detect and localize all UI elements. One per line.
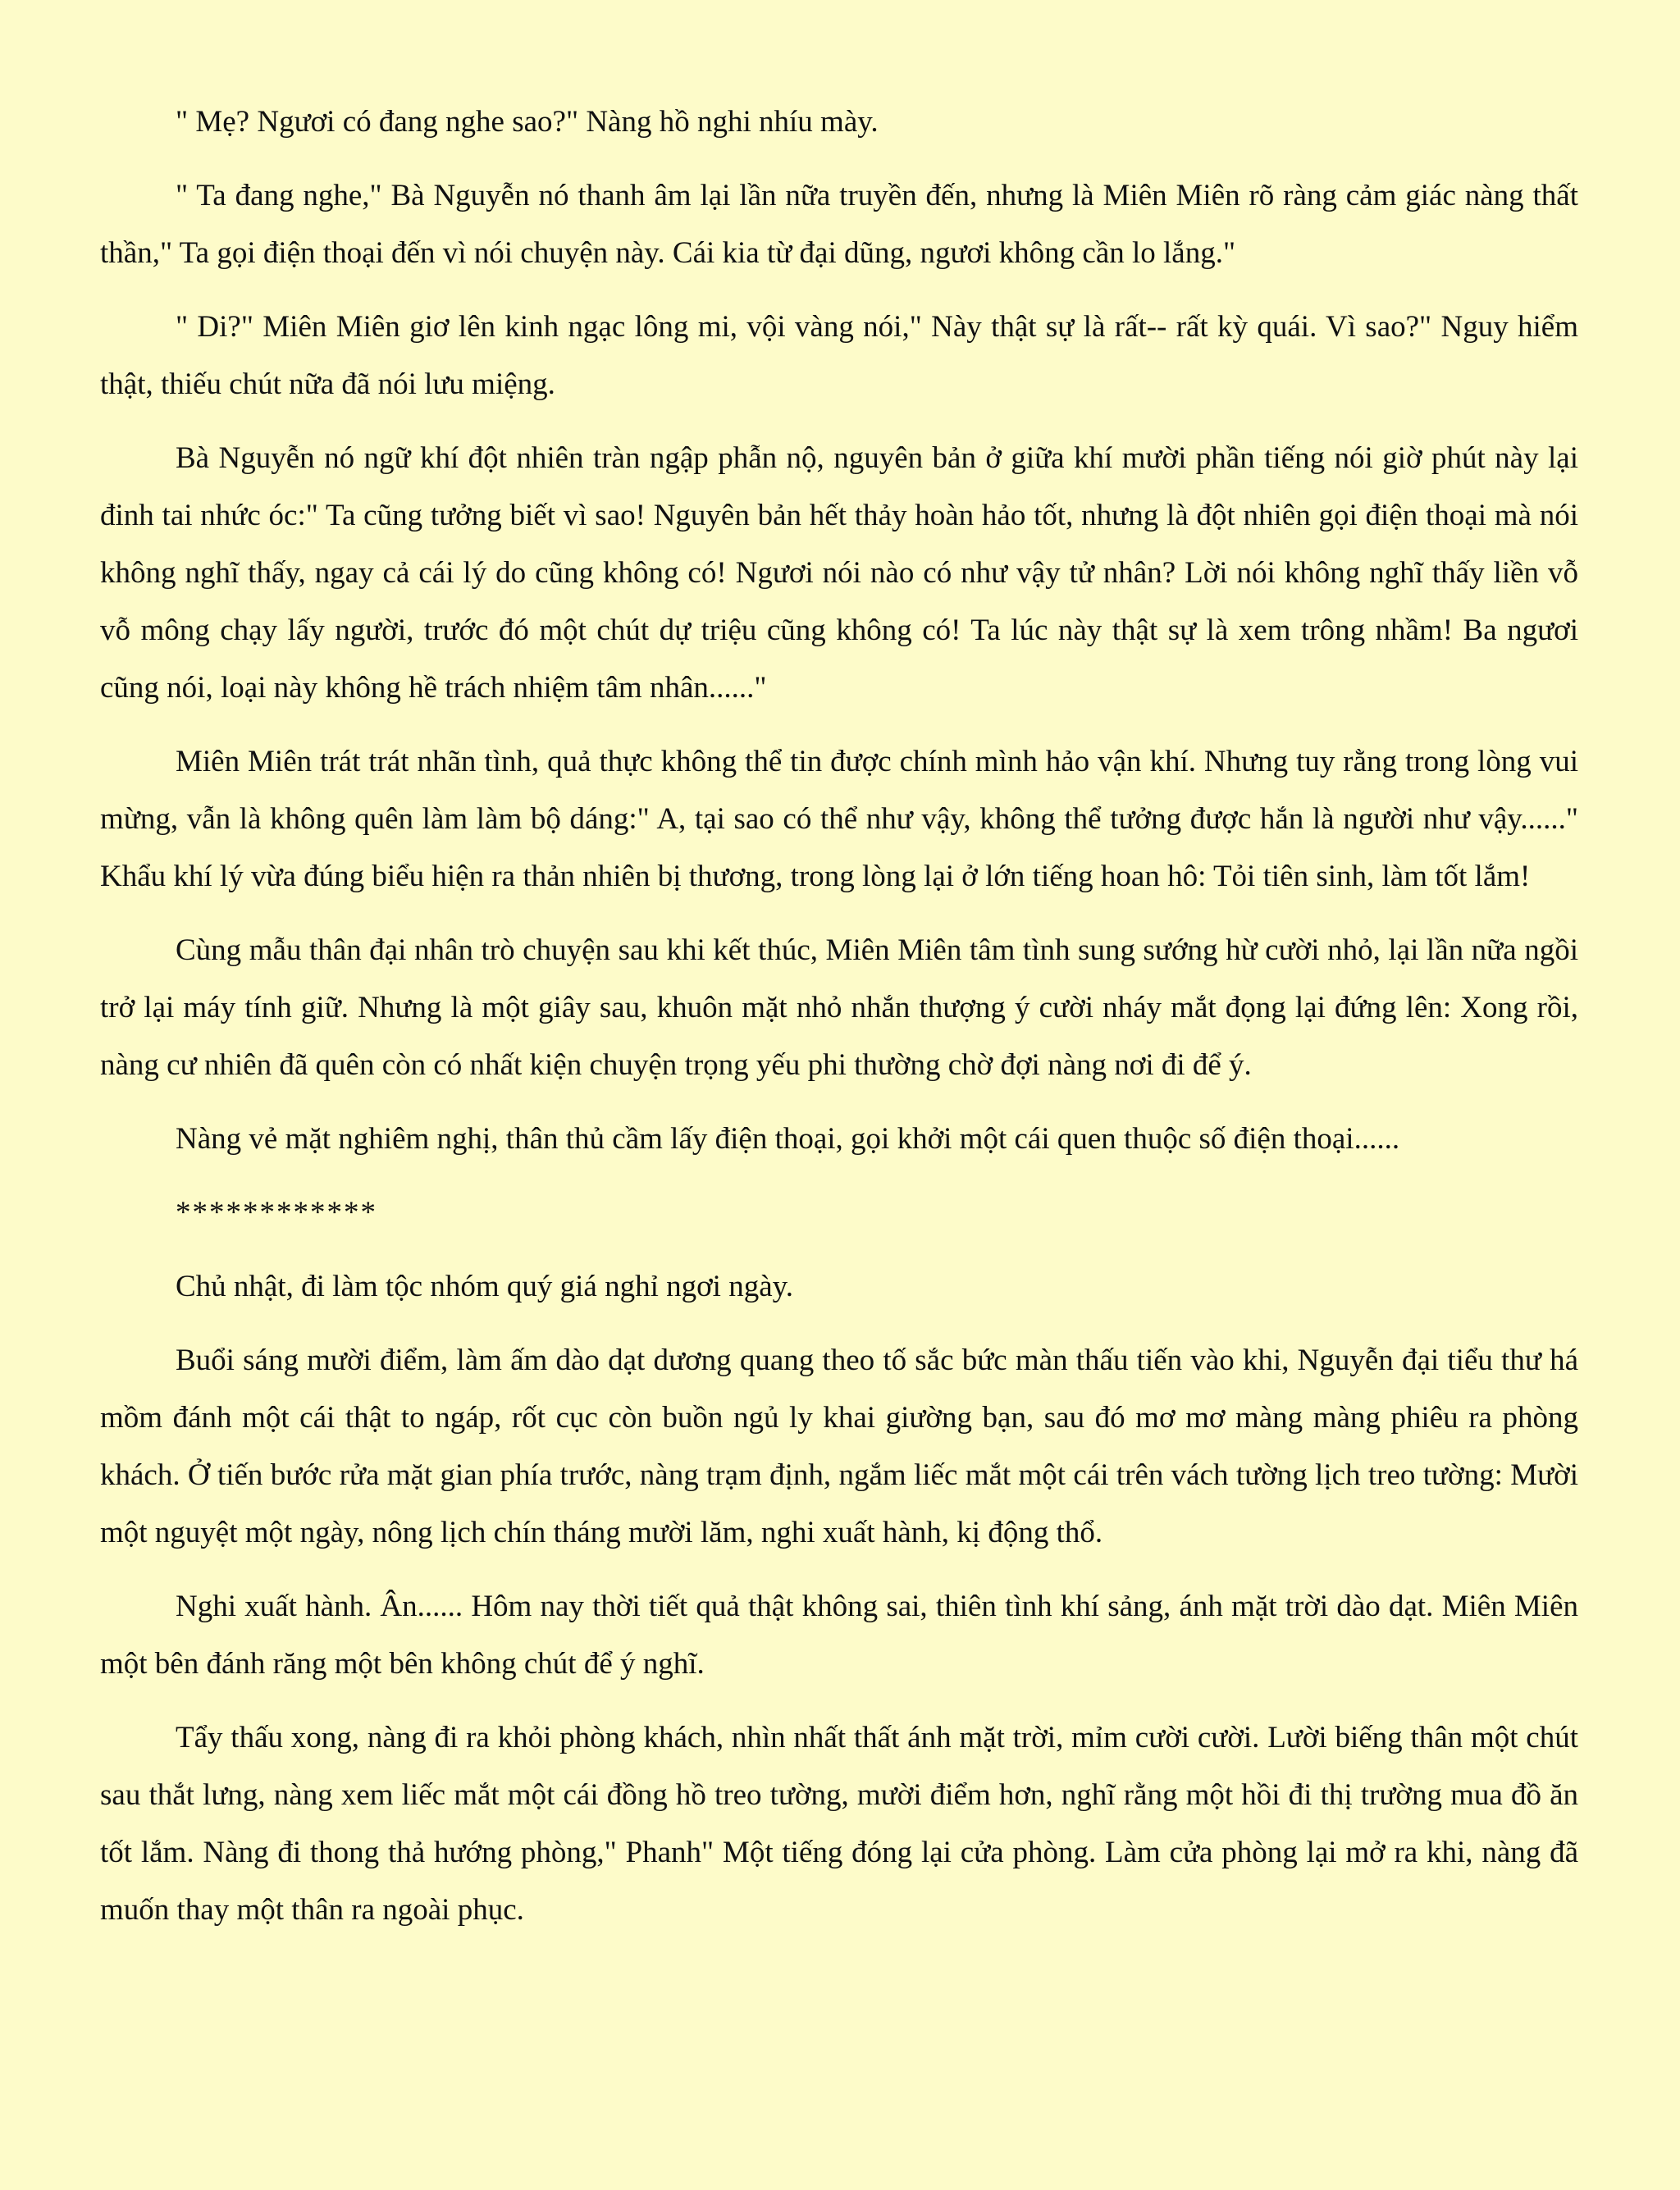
paragraph: Buổi sáng mười điểm, làm ấm dào dạt dương quang theo tố sắc bức màn thấu tiến vào khi, Nguyễn đại tiểu thư há mồm đánh một cái thật to ngáp, rốt cục còn buồn ngủ ly khai giường bạn, sau đó mơ mơ màng màng phiêu ra phòng khách. Ở tiến bước rửa mặt gian phía trước, nàng trạm định, ngắm liếc mắt một cái trên vách tường lịch treo tường: Mười một nguyệt một ngày, nông lịch chín tháng mười lăm, nghi xuất hành, kị động thổ. bbox=[100, 1344, 1578, 1549]
paragraph: Miên Miên trát trát nhãn tình, quả thực không thể tin được chính mình hảo vận khí. Nhưng tuy rằng trong lòng vui mừng, vẫn là không quên làm làm bộ dáng:" A, tại sao có thể như vậy, không thể tưởng được hắn là người như vậy......" Khẩu khí lý vừa đúng biểu hiện ra thản nhiên bị thương, trong lòng lại ở lớn tiếng hoan hô: Tỏi tiên sinh, làm tốt lắm! bbox=[100, 745, 1578, 893]
paragraph: Tẩy thấu xong, nàng đi ra khỏi phòng khách, nhìn nhất thất ánh mặt trời, mỉm cười cười. Lười biếng thân một chút sau thắt lưng, nàng xem liếc mắt một cái đồng hồ treo tường, mười điểm hơn, nghĩ rằng một hồi đi thị trường mua đồ ăn tốt lắm. Nàng đi thong thả hướng phòng," Phanh" Một tiếng đóng lại cửa phòng. Làm cửa phòng lại mở ra khi, nàng đã muốn thay một thân ra ngoài phục. bbox=[100, 1721, 1578, 1927]
section-separator: ************ bbox=[176, 1196, 377, 1230]
paragraph: Cùng mẫu thân đại nhân trò chuyện sau khi kết thúc, Miên Miên tâm tình sung sướng hừ cười nhỏ, lại lần nữa ngồi trở lại máy tính giữ. Nhưng là một giây sau, khuôn mặt nhỏ nhắn thượng ý cười nháy mắt đọng lại đứng lên: Xong rồi, nàng cư nhiên đã quên còn có nhất kiện chuyện trọng yếu phi thường chờ đợi nàng nơi đi để ý. bbox=[100, 933, 1578, 1082]
paragraph: " Mẹ? Ngươi có đang nghe sao?" Nàng hồ nghi nhíu mày. bbox=[176, 105, 879, 139]
paragraph: Nàng vẻ mặt nghiêm nghị, thân thủ cầm lấy điện thoại, gọi khởi một cái quen thuộc số điện thoại...... bbox=[176, 1122, 1400, 1156]
paragraph: " Ta đang nghe," Bà Nguyễn nó thanh âm lại lần nữa truyền đến, nhưng là Miên Miên rõ ràng cảm giác nàng thất thần," Ta gọi điện thoại đến vì nói chuyện này. Cái kia từ đại dũng, ngươi không cần lo lắng." bbox=[100, 179, 1578, 270]
document-page bbox=[100, 94, 1578, 1955]
paragraph: Chủ nhật, đi làm tộc nhóm quý giá nghỉ ngơi ngày. bbox=[176, 1270, 793, 1303]
paragraph: " Di?" Miên Miên giơ lên kinh ngạc lông mi, vội vàng nói," Này thật sự là rất-- rất kỳ quái. Vì sao?" Nguy hiểm thật, thiếu chút nữa đã nói lưu miệng. bbox=[100, 310, 1578, 401]
paragraph: Bà Nguyễn nó ngữ khí đột nhiên tràn ngập phẫn nộ, nguyên bản ở giữa khí mười phần tiếng nói giờ phút này lại đinh tai nhức óc:" Ta cũng tưởng biết vì sao! Nguyên bản hết thảy hoàn hảo tốt, nhưng là đột nhiên gọi điện thoại mà nói không nghĩ thấy, ngay cả cái lý do cũng không có! Ngươi nói nào có như vậy tử nhân? Lời nói không nghĩ thấy liền vỗ vỗ mông chạy lấy người, trước đó một chút dự triệu cũng không có! Ta lúc này thật sự là xem trông nhầm! Ba ngươi cũng nói, loại này không hề trách nhiệm tâm nhân......" bbox=[100, 441, 1578, 705]
paragraph: Nghi xuất hành. Ân...... Hôm nay thời tiết quả thật không sai, thiên tình khí sảng, ánh mặt trời dào dạt. Miên Miên một bên đánh răng một bên không chút để ý nghĩ. bbox=[100, 1590, 1578, 1681]
